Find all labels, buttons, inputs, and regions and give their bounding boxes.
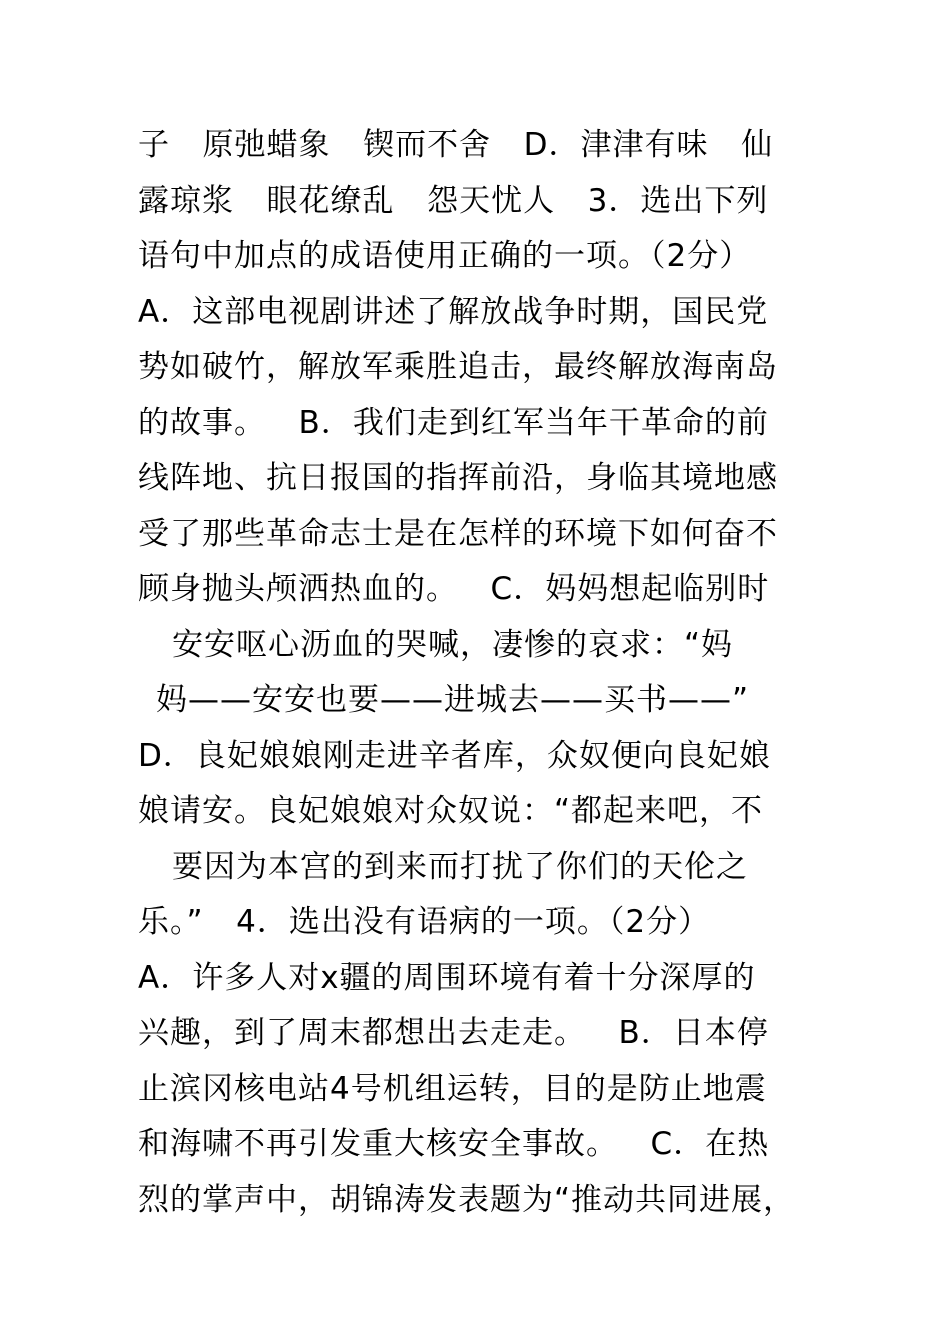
text-line: 妈——安安也要——进城去——买书——” bbox=[156, 682, 750, 718]
text-line: 势如破竹，解放军乘胜追击，最终解放海南岛 bbox=[138, 349, 778, 385]
text-line: A．这部电视剧讲述了解放战争时期，国民党 bbox=[138, 293, 769, 330]
text-line: 娘请安。良妃娘娘对众奴说：“都起来吧，不 bbox=[138, 793, 764, 829]
text-line: 的故事。 B．我们走到红军当年干革命的前 bbox=[138, 404, 769, 441]
text-line: 和海啸不再引发重大核安全事故。 C．在热 bbox=[138, 1126, 770, 1162]
text-line: 语句中加点的成语使用正确的一项。（2分） bbox=[138, 238, 752, 274]
text-line: 受了那些革命志士是在怎样的环境下如何奋不 bbox=[138, 515, 778, 552]
text-line: 线阵地、抗日报国的指挥前沿，身临其境地感 bbox=[138, 460, 778, 496]
text-line: 兴趣，到了周末都想出去走走。 B．日本停 bbox=[138, 1015, 769, 1051]
text-line: A．许多人对x疆的周围环境有着十分深厚的 bbox=[138, 959, 756, 996]
text-line: 乐。” 4．选出没有语病的一项。（2分） bbox=[138, 904, 711, 940]
text-line: 子 原弛蜡象 锲而不舍 D．津津有味 仙 bbox=[138, 127, 774, 163]
text-line: 止滨冈核电站4号机组运转，目的是防止地震 bbox=[138, 1070, 767, 1107]
body-text bbox=[138, 118, 818, 1228]
text-line: 安安呕心沥血的哭喊，凄惨的哀求：“妈 bbox=[172, 626, 734, 663]
text-line: D．良妃娘娘刚走进辛者库，众奴便向良妃娘 bbox=[138, 737, 771, 774]
text-line: 露琼浆 眼花缭乱 怨天忧人 3．选出下列 bbox=[138, 182, 769, 219]
text-line: 烈的掌声中，胡锦涛发表题为“推动共同进展， bbox=[138, 1181, 796, 1218]
text-line: 要因为本宫的到来而打扰了你们的天伦之 bbox=[172, 848, 748, 885]
text-line: 顾身抛头颅洒热血的。 C．妈妈想起临别时 bbox=[138, 571, 770, 607]
